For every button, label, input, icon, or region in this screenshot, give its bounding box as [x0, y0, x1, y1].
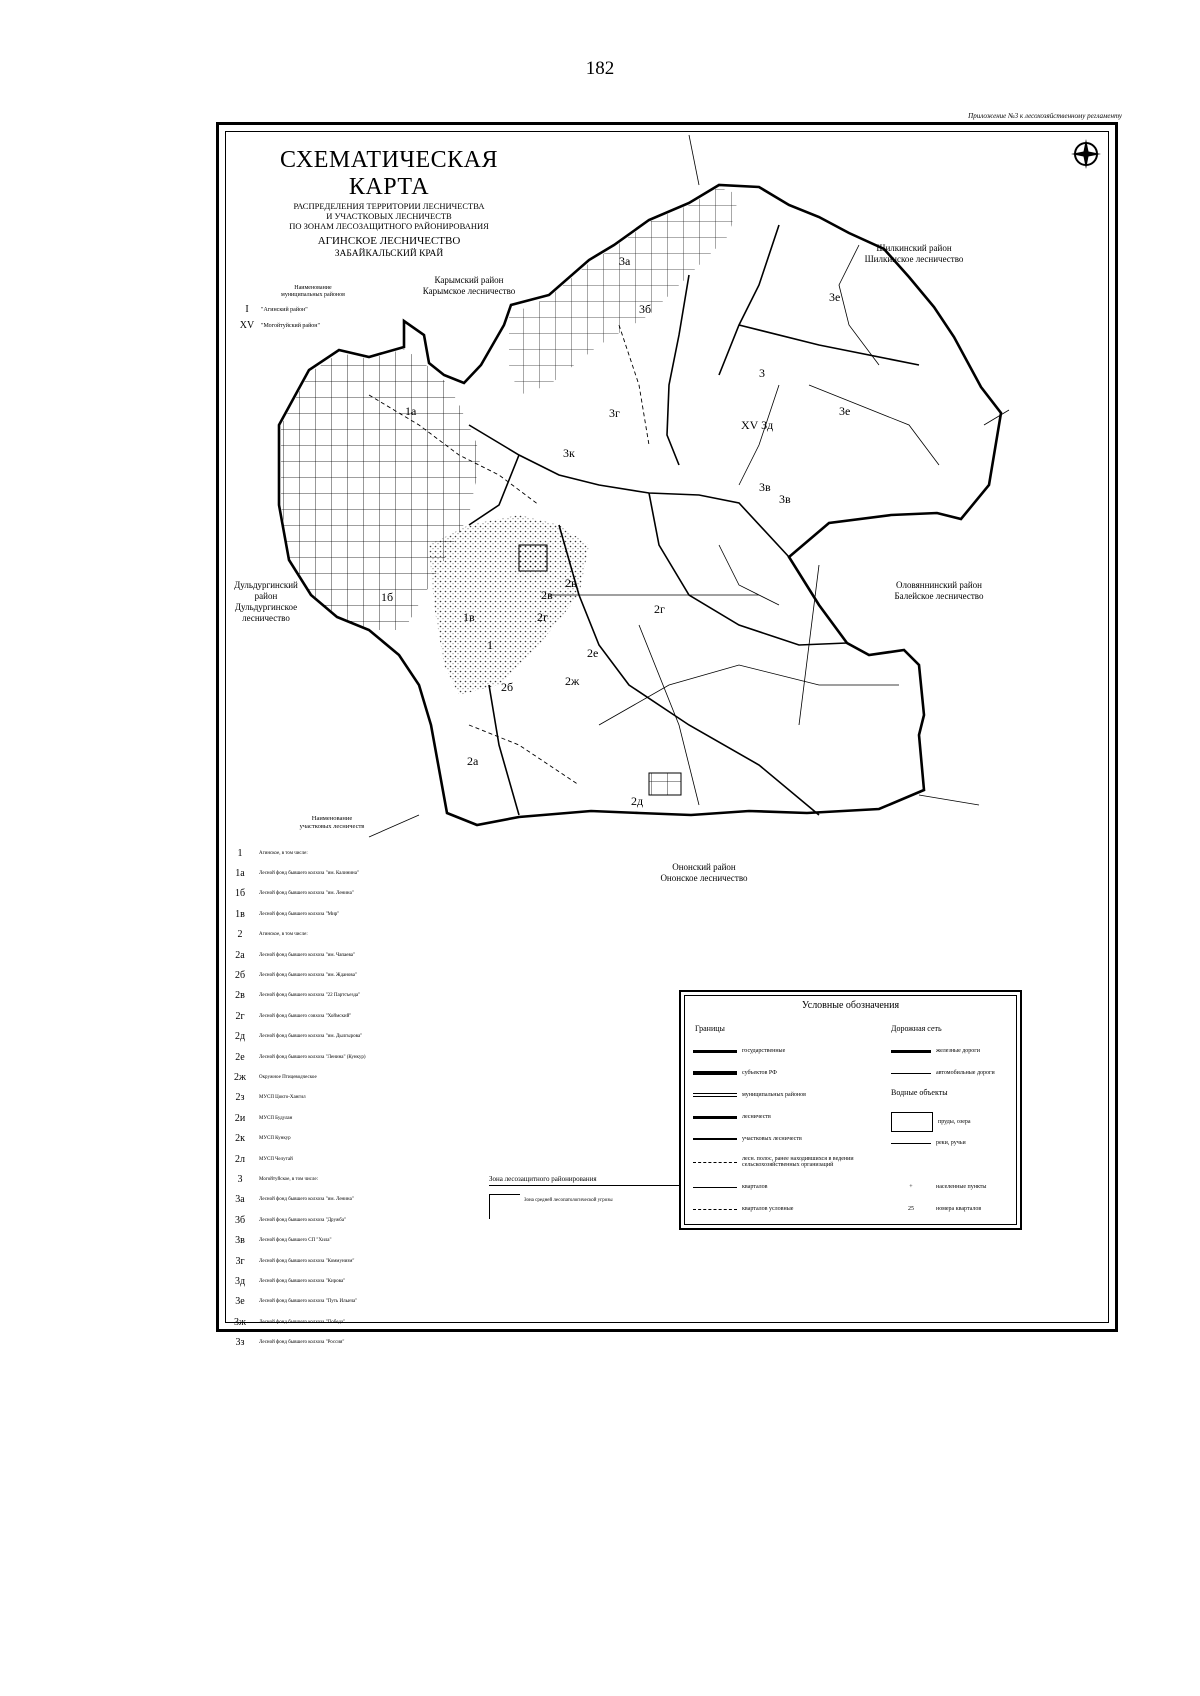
district-legend-row: XV "Могойтуйский район": [239, 320, 320, 331]
map-section-label: 2г: [537, 610, 548, 624]
map-section-label: 3б: [639, 302, 652, 316]
map-section-label: 1: [487, 638, 493, 652]
legend-boundary-agri: лесн. полос, ранее находившихся в ведении сельскохозяйственных организаций: [693, 1156, 873, 1168]
section-code: 3е: [235, 1296, 245, 1308]
zone-legend: [489, 1175, 679, 1219]
section-description: Лесной фонд бывшего колхоза "им. Дылгырова": [259, 1034, 363, 1040]
district-legend-row: I "Агинский район": [245, 304, 308, 315]
map-section-label: 1а: [405, 404, 417, 418]
section-description: Лесной фонд бывшего колхоза "Коммунизм": [259, 1258, 355, 1264]
legend-settlements: + населенные пункты: [909, 1184, 987, 1190]
section-code: 1б: [234, 888, 246, 900]
section-description: Агинское, в том числе:: [259, 932, 308, 938]
neighbor-shilkinsky: Шилкинский район Шилкинское лесничество: [864, 243, 964, 264]
neighbor-karymsky: Карымский район Карымское лесничество: [422, 275, 516, 296]
section-description: Лесной фонд бывшего колхоза "им. Чапаева": [259, 952, 356, 958]
section-description: Лесной фонд бывшего колхоза "им. Ленина": [259, 1197, 354, 1203]
section-legend-row: [227, 843, 417, 863]
section-description: Лесной фонд бывшего СП "Хила": [259, 1238, 332, 1244]
legend-boundary-quarter-conditional: кварталов условные: [693, 1204, 793, 1214]
section-code: 3д: [234, 1275, 246, 1287]
neighbor-olovyaninsky: Оловяннинский район Балейское лесничество: [894, 580, 984, 601]
region-name: ЗАБАЙКАЛЬСКИЙ КРАЙ: [334, 249, 444, 259]
map-section-label: 3в: [759, 480, 771, 494]
section-legend-row: [227, 1067, 417, 1087]
section-legend-row: [227, 1088, 417, 1108]
section-description: Лесной фонд бывшего колхоза "Кирова": [259, 1278, 346, 1284]
section-legend-row: [227, 1047, 417, 1067]
map-title: СХЕМАТИЧЕСКАЯ КАРТА: [279, 147, 499, 200]
section-legend-row: [227, 1006, 417, 1026]
map-section-label: 3е: [829, 290, 841, 304]
section-code: 2в: [235, 990, 245, 1002]
neighbor-duldurginsky: Дульдургинский район Дульдургинское лесничество: [234, 580, 298, 623]
section-legend-row: [227, 1312, 417, 1332]
section-code: 1а: [235, 868, 245, 880]
section-description: Лесной фонд бывшего колхоза "Дружба": [259, 1217, 347, 1223]
section-description: Лесной фонд бывшего колхоза "им. Калинина": [259, 871, 359, 877]
map-section-label: 3: [759, 366, 765, 380]
section-description: Лесной фонд бывшего совхоза "Хоймский": [259, 1013, 352, 1019]
map-section-label: 2ж: [565, 674, 580, 688]
section-description: МУСП Челутай: [259, 1156, 293, 1162]
boundaries-title: Границы: [695, 1024, 725, 1033]
section-legend-list: [227, 843, 417, 1353]
section-description: Лесной фонд бывшего колхоза "22 Партсъезда": [259, 993, 361, 999]
section-code: 2л: [235, 1153, 245, 1165]
legend-quarter-numbers: 25 номера кварталов: [908, 1206, 982, 1212]
section-code: 3г: [235, 1255, 245, 1267]
map-subtitle-line: РАСПРЕДЕЛЕНИЯ ТЕРРИТОРИИ ЛЕСНИЧЕСТВА: [293, 201, 485, 211]
zone-legend-item: Зона средней лесопатологической угрозы: [524, 1198, 613, 1203]
legend-boundary-district: муниципальных районов: [693, 1090, 806, 1100]
water-title: Водные объекты: [891, 1088, 948, 1097]
section-code: 3а: [235, 1194, 245, 1206]
section-description: МУСП Цокто-Хангил: [259, 1095, 306, 1101]
section-code: 2ж: [234, 1071, 246, 1083]
section-description: Лесной фонд бывшего колхоза "Мир": [259, 911, 340, 917]
map-section-label: 2в: [565, 576, 577, 590]
section-code: 2г: [235, 1010, 245, 1022]
zone-legend-swatch: [489, 1194, 520, 1219]
legend-rivers: реки, ручьи: [891, 1138, 966, 1148]
section-legend: [227, 815, 417, 1353]
section-code: 2з: [235, 1092, 245, 1104]
settlement-marker: [519, 545, 547, 571]
section-code: 2и: [234, 1112, 246, 1124]
map-subtitle-line: И УЧАСТКОВЫХ ЛЕСНИЧЕСТВ: [326, 211, 452, 221]
legend-boundary-forestry: лесничеств: [693, 1112, 771, 1122]
legend-boundary-subject: субъектов РФ: [693, 1068, 777, 1078]
zone-legend-title: Зона лесозащитного районирования: [489, 1175, 679, 1186]
section-legend-row: [227, 965, 417, 985]
appendix-note: Приложение №3 к лесохозяйственному регламенту: [968, 112, 1122, 120]
section-legend-row: [227, 1332, 417, 1352]
title-block: [239, 147, 539, 259]
section-legend-row: [227, 1251, 417, 1271]
map-section-label: 3в: [779, 492, 791, 506]
section-description: МУСП Будулан: [259, 1115, 293, 1121]
section-legend-row: [227, 1210, 417, 1230]
map-section-label: 2е: [587, 646, 599, 660]
section-code: 2б: [234, 970, 246, 982]
section-code: 3: [237, 1173, 243, 1185]
section-code: 3ж: [234, 1316, 246, 1328]
section-legend-row: [227, 1108, 417, 1128]
map-section-label: 2д: [631, 794, 644, 808]
conventional-legend-title: Условные обозначения: [801, 1000, 900, 1011]
section-code: 2: [237, 929, 243, 941]
section-legend-row: [227, 1169, 417, 1189]
map-section-label: XV 3д: [741, 418, 774, 432]
section-legend-row: [227, 986, 417, 1006]
forestry-name: АГИНСКОЕ ЛЕСНИЧЕСТВО: [317, 235, 461, 247]
section-legend-row: [227, 884, 417, 904]
legend-roads: автомобильные дороги: [891, 1068, 995, 1078]
section-code: 2д: [234, 1031, 246, 1043]
map-section-label: 3а: [619, 254, 631, 268]
map-section-label: 3г: [609, 406, 620, 420]
north-arrow-icon: [1069, 137, 1103, 171]
section-legend-row: [227, 925, 417, 945]
legend-boundary-section: участковых лесничеств: [693, 1134, 802, 1144]
section-code: 2е: [235, 1051, 245, 1063]
section-description: Лесной фонд бывшего колхоза "им. Жданова": [259, 973, 357, 979]
roads-title: Дорожная сеть: [891, 1024, 942, 1033]
map-section-label: 2а: [467, 754, 479, 768]
section-description: Лесной фонд бывшего колхоза "Победа": [259, 1319, 346, 1325]
section-legend-row: [227, 1149, 417, 1169]
section-legend-row: [227, 1271, 417, 1291]
settlement-marker: [649, 773, 681, 795]
map-section-label: 1б: [381, 590, 394, 604]
section-code: 1в: [235, 908, 245, 920]
map-section-label: 3к: [563, 446, 575, 460]
legend-boundary-state: государственные: [693, 1046, 785, 1056]
map-section-label: 1в: [463, 610, 475, 624]
section-code: 3б: [234, 1214, 246, 1226]
section-legend-header: Наименование участковых лесничеств: [299, 815, 365, 830]
neighbor-ononsky: Ононский район Ононское лесничество: [660, 862, 748, 883]
section-description: Могойтуйское, в том числе:: [259, 1176, 318, 1182]
section-legend-row: [227, 945, 417, 965]
legend-lakes: пруды, озера: [891, 1112, 971, 1132]
district-legend-header: Наименование муниципальных районов: [281, 285, 345, 298]
legend-railways: железные дороги: [891, 1046, 980, 1056]
section-legend-row: [227, 1027, 417, 1047]
section-description: Окружное Птицеводческое: [259, 1074, 317, 1080]
map-section-label: 2б: [501, 680, 514, 694]
map-section-label: 2г: [654, 602, 665, 616]
section-legend-row: [227, 1190, 417, 1210]
map-section-label: 3е: [839, 404, 851, 418]
section-description: Лесной фонд бывшего колхоза "Путь Ильича": [259, 1299, 358, 1305]
section-description: Лесной фонд бывшего колхоза "Ленина" (Кункур): [259, 1054, 366, 1060]
map-section-label: 2в: [541, 588, 553, 602]
page-number: 182: [585, 58, 615, 79]
section-legend-row: [227, 1292, 417, 1312]
section-code: 3з: [235, 1337, 245, 1349]
legend-boundary-quarter: кварталов: [693, 1182, 768, 1192]
section-description: Лесной фонд бывшего колхоза "им. Ленина": [259, 891, 354, 897]
section-legend-row: [227, 863, 417, 883]
section-code: 1: [237, 847, 243, 859]
section-code: 2к: [235, 1133, 245, 1145]
section-code: 3в: [235, 1235, 245, 1247]
section-legend-row: [227, 904, 417, 924]
section-description: МУСП Кункур: [259, 1136, 291, 1142]
section-description: Агинское, в том числе:: [259, 850, 308, 856]
map-subtitle-line: ПО ЗОНАМ ЛЕСОЗАЩИТНОГО РАЙОНИРОВАНИЯ: [289, 221, 489, 231]
section-legend-row: [227, 1128, 417, 1148]
conventional-legend: [679, 990, 1022, 1230]
district-legend: [233, 285, 393, 331]
section-description: Лесной фонд бывшего колхоза "Россия": [259, 1340, 345, 1346]
section-code: 2а: [235, 949, 245, 961]
section-legend-row: [227, 1230, 417, 1250]
map-frame: [216, 122, 1118, 1349]
